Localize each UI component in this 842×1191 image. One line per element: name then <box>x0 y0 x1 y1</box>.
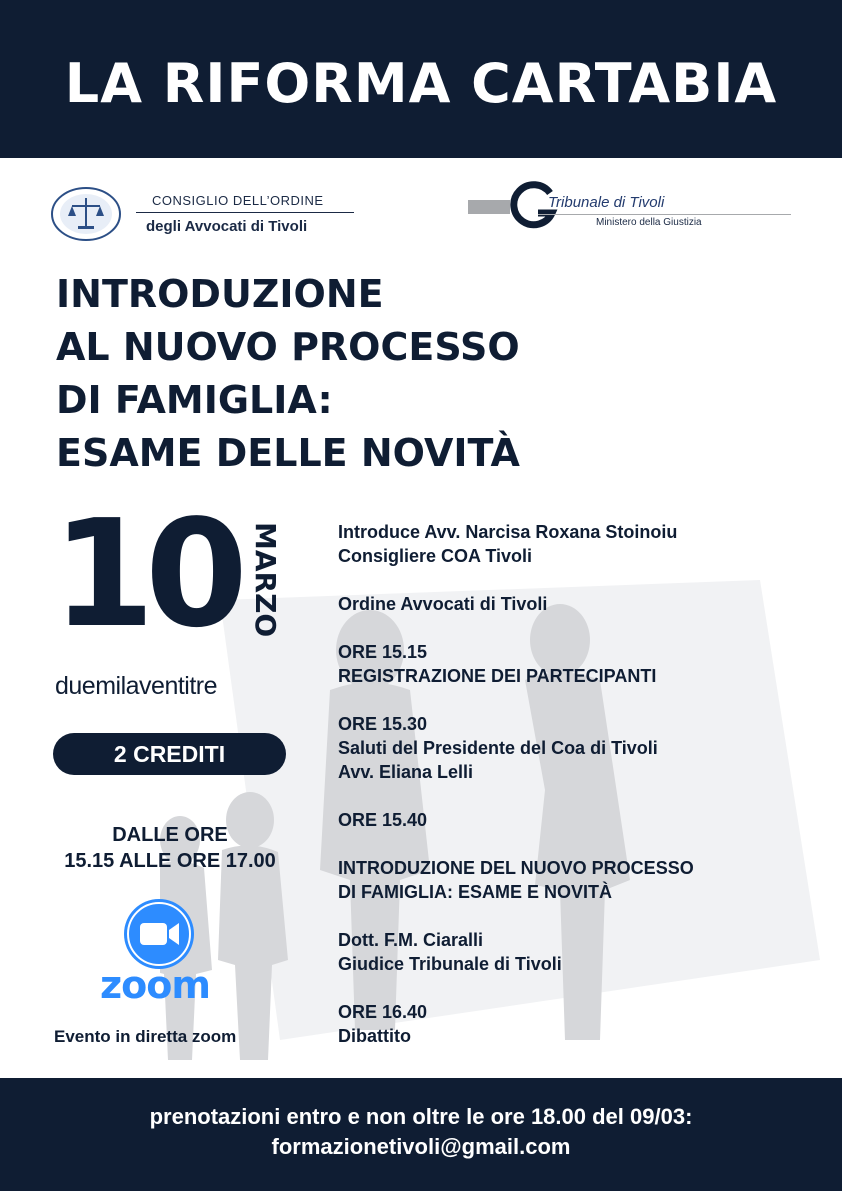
program-text: Dott. F.M. Ciaralli <box>338 930 484 950</box>
program-text: Introduce Avv. Narcisa Roxana Stoinoiu <box>338 522 678 542</box>
program-time: ORE 15.40 <box>338 810 428 830</box>
time-line1: DALLE ORE <box>112 824 228 846</box>
program-text: INTRODUZIONE DEL NUOVO PROCESSO <box>338 858 694 878</box>
coa-name-line1: CONSIGLIO DELL’ORDINE <box>152 193 324 208</box>
program-item <box>338 808 798 832</box>
program-item <box>338 640 798 688</box>
program-list <box>338 520 798 1072</box>
event-day: 10 <box>52 488 238 660</box>
footer-booking-text: prenotazioni entro e non oltre le ore 18.00 del 09/03: <box>149 1104 693 1129</box>
time-range <box>40 822 300 874</box>
program-text: Ordine Avvocati di Tivoli <box>338 594 548 614</box>
tribunale-line <box>538 214 791 215</box>
footer-banner <box>0 1078 842 1191</box>
program-text: REGISTRAZIONE DEI PARTECIPANTI <box>338 666 657 686</box>
title-line: ESAME DELLE NOVITÀ <box>56 431 520 475</box>
program-item <box>338 592 798 616</box>
footer-email-link[interactable]: formazionetivoli@gmail.com <box>271 1134 571 1159</box>
title-line: DI FAMIGLIA: <box>56 378 333 422</box>
credits-badge: 2 CREDITI <box>53 733 286 775</box>
coa-name-line2: degli Avvocati di Tivoli <box>146 218 308 235</box>
event-month: MARZO <box>249 522 282 638</box>
event-year: duemilaventitre <box>55 672 218 700</box>
zoom-logo-text: zoom <box>100 963 210 1007</box>
title-line: AL NUOVO PROCESSO <box>56 325 520 369</box>
program-item <box>338 520 798 568</box>
tribunale-subtitle: Ministero della Giustizia <box>596 217 702 228</box>
program-text: DI FAMIGLIA: ESAME E NOVITÀ <box>338 882 613 902</box>
program-text: Consigliere COA Tivoli <box>338 546 533 566</box>
program-text: Saluti del Presidente del Coa di Tivoli <box>338 738 658 758</box>
header-banner <box>0 0 842 158</box>
program-text: Giudice Tribunale di Tivoli <box>338 954 562 974</box>
program-time: ORE 15.15 <box>338 642 428 662</box>
time-line2: 15.15 ALLE ORE 17.00 <box>64 850 276 872</box>
coa-emblem-icon <box>50 186 122 242</box>
program-text: Avv. Eliana Lelli <box>338 762 474 782</box>
zoom-caption: Evento in diretta zoom <box>54 1027 237 1046</box>
program-item <box>338 712 798 784</box>
header-title: LA RIFORMA CARTABIA <box>64 52 778 115</box>
title-line: INTRODUZIONE <box>56 272 384 316</box>
program-time: ORE 16.40 <box>338 1002 428 1022</box>
zoom-camera-icon <box>123 898 195 970</box>
program-item <box>338 1000 798 1048</box>
program-item <box>338 928 798 976</box>
program-text: Dibattito <box>338 1026 411 1046</box>
coa-divider <box>136 212 354 213</box>
event-title <box>56 268 656 480</box>
tribunale-name: Tribunale di Tivoli <box>548 194 665 211</box>
program-item <box>338 856 798 904</box>
program-time: ORE 15.30 <box>338 714 428 734</box>
